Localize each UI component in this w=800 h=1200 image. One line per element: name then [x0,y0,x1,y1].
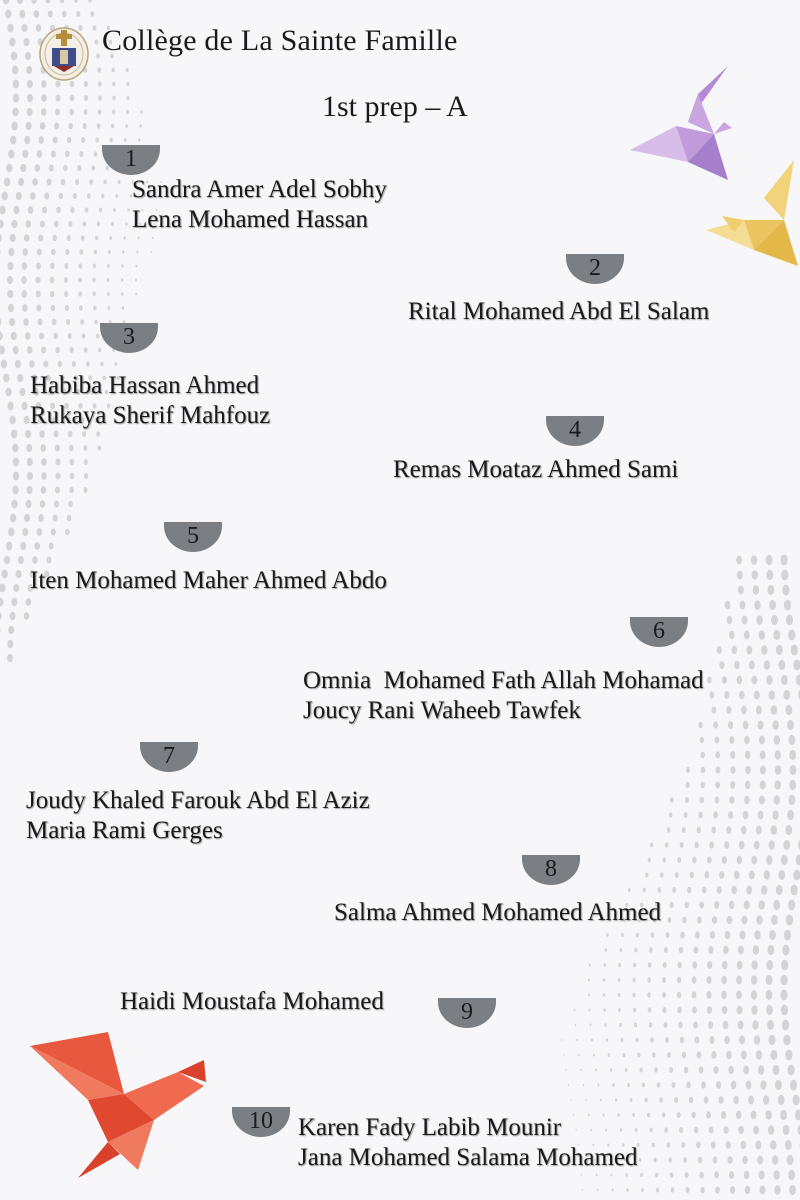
rank-badge-9 [438,998,496,1028]
rank-badge-6 [630,617,688,647]
rank-names-6 [303,666,704,726]
student-name: Joudy Khaled Farouk Abd El Aziz [26,787,370,814]
student-name: Lena Mohamed Hassan [132,206,369,233]
rank-badge-1 [102,145,160,175]
student-name: Omnia Mohamed Fath Allah Mohamad [303,667,704,694]
student-name: Jana Mohamed Salama Mohamed [298,1144,638,1171]
rank-names-8 [334,898,661,928]
student-name: Rital Mohamed Abd El Salam [408,298,710,325]
rank-number: 5 [187,523,199,549]
school-logo [38,24,90,82]
rank-number: 6 [653,618,665,644]
rank-number: 4 [569,417,581,443]
rank-number: 2 [589,255,601,281]
student-name: Remas Moataz Ahmed Sami [393,456,679,483]
student-name: Sandra Amer Adel Sobhy [132,176,387,203]
school-name: Collège de La Sainte Famille [102,24,458,57]
student-name: Maria Rami Gerges [26,817,223,844]
rank-number: 7 [163,743,175,769]
class-name: 1st prep – A [322,90,468,123]
rank-names-1 [132,175,387,235]
rank-badge-4 [546,416,604,446]
rank-names-2 [408,297,709,327]
rank-badge-2 [566,254,624,284]
rank-names-10 [298,1113,638,1173]
student-name: Joucy Rani Waheeb Tawfek [303,697,581,724]
rank-names-9 [120,987,384,1017]
rank-badge-8 [522,855,580,885]
student-name: Haidi Moustafa Mohamed [120,988,384,1015]
student-name: Salma Ahmed Mohamed Ahmed [334,899,662,926]
student-name: Habiba Hassan Ahmed [30,372,260,399]
rank-badge-3 [100,323,158,353]
rank-names-7 [26,786,370,846]
student-name: Karen Fady Labib Mounir [298,1114,562,1141]
rank-badge-7 [140,742,198,772]
rank-number: 9 [461,999,473,1025]
red-origami-bird-icon [28,1030,208,1180]
rank-number: 3 [123,324,135,350]
rank-names-5 [30,566,387,596]
rank-number: 8 [545,856,557,882]
student-name: Rukaya Sherif Mahfouz [30,402,271,429]
rank-badge-5 [164,522,222,552]
rank-badge-10 [232,1107,290,1137]
rank-number: 10 [249,1108,273,1134]
yellow-origami-bird-icon [704,158,800,268]
rank-names-3 [30,371,270,431]
student-name: Iten Mohamed Maher Ahmed Abdo [30,567,387,594]
rank-number: 1 [125,146,137,172]
rank-names-4 [393,455,678,485]
